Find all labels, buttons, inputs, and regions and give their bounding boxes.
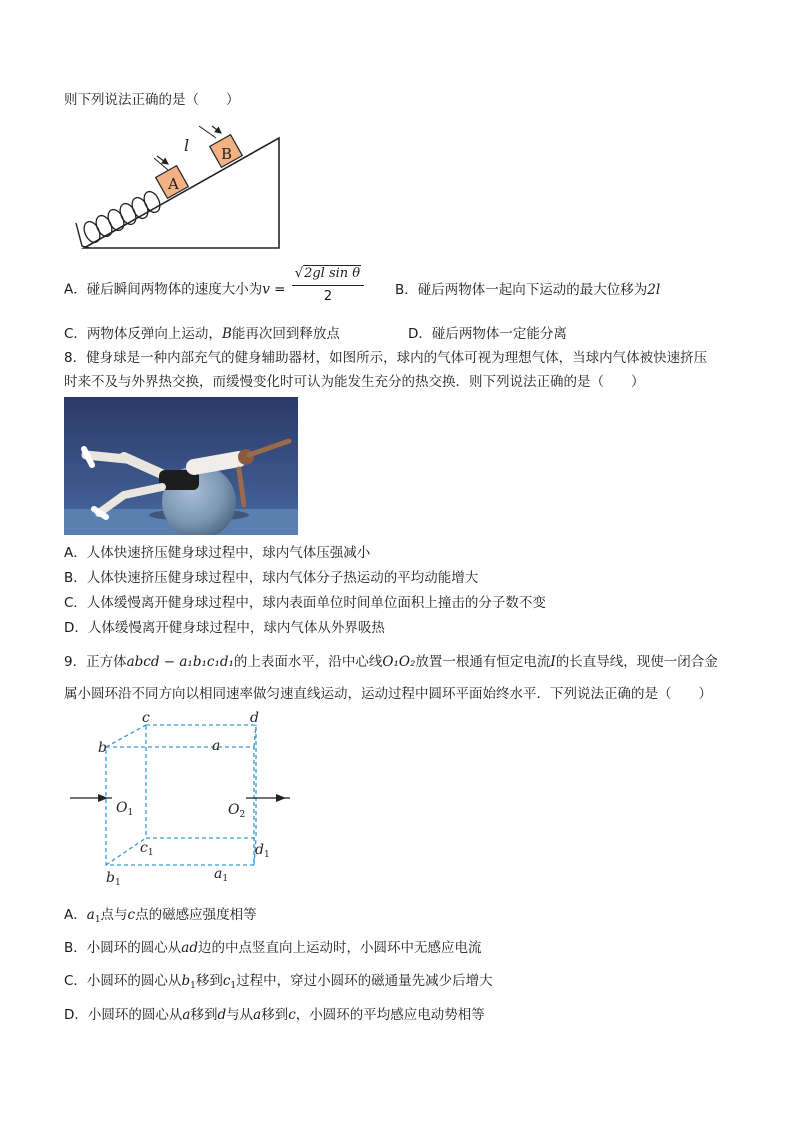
q8-option-b: B．人体快速挤压健身球过程中，球内气体分子热运动的平均动能增大	[64, 570, 479, 586]
q8-stem-line1: 8．健身球是一种内部充气的健身辅助器材，如图所示，球内的气体可视为理想气体，当球内气体被快速挤压	[64, 350, 708, 366]
q7-option-b: B．碰后两物体一起向下运动的最大位移为2l	[395, 282, 661, 298]
q8-option-a: A．人体快速挤压健身球过程中，球内气体压强减小	[64, 545, 371, 561]
label-c: c	[142, 710, 150, 726]
label-l: l	[184, 136, 190, 155]
spring	[81, 189, 163, 245]
q7-option-a: A．碰后瞬间两物体的速度大小为v = $\frac{\text{√2gl sin θ}}{2}$	[64, 272, 364, 307]
q9-stem-line1: 9．正方体abcd − a₁b₁c₁d₁的上表面水平，沿中心线O₁O₂放置一根通有恒定电流I的长直导线，现使一闭合金	[64, 654, 718, 670]
label-b: b	[98, 740, 107, 756]
label-a1: $a_1$	[214, 866, 229, 884]
q9-option-c: C．小圆环的圆心从$b_1$移到$c_1$过程中，穿过小圆环的磁通量先减少后增大	[64, 973, 493, 991]
label-d: d	[250, 710, 259, 726]
label-b1: $b_1$	[106, 870, 121, 888]
q9-option-a: A．$a_1$点与c点的磁感应强度相等	[64, 907, 257, 925]
label-a: A	[168, 175, 179, 193]
q7-stem: 则下列说法正确的是（ ）	[64, 92, 240, 108]
q9-option-d: D．小圆环的圆心从a移到d与从a移到c，小圆环的平均感应电动势相等	[64, 1007, 485, 1023]
label-o2: $O_2$	[228, 802, 246, 820]
q8-stem-line2: 时来不及与外界热交换，而缓慢变化时可认为能发生充分的热交换．则下列说法正确的是（ ）	[64, 374, 645, 390]
label-b: B	[221, 145, 233, 163]
label-a: a	[212, 738, 221, 754]
wall-stop	[76, 223, 90, 248]
cube-figure	[64, 710, 294, 890]
label-d1: $d_1$	[255, 842, 270, 860]
q7-option-c: C．两物体反弹向上运动，B能再次回到释放点	[64, 326, 340, 342]
incline	[84, 138, 279, 248]
fitness-ball-photo	[64, 397, 298, 535]
q7-option-d: D．碰后两物体一定能分离	[408, 326, 567, 342]
q8-option-d: D．人体缓慢离开健身球过程中，球内气体从外界吸热	[64, 620, 385, 636]
label-c1: $c_1$	[140, 840, 154, 858]
q8-option-c: C．人体缓慢离开健身球过程中，球内表面单位时间单位面积上撞击的分子数不变	[64, 595, 546, 611]
incline-spring-figure	[64, 118, 294, 258]
q9-option-b: B．小圆环的圆心从ad边的中点竖直向上运动时，小圆环中无感应电流	[64, 940, 482, 956]
q9-stem-line2: 属小圆环沿不同方向以相同速率做匀速直线运动，运动过程中圆环平面始终水平．下列说法正确的是（ ）	[64, 686, 712, 702]
label-o1: $O_1$	[116, 800, 134, 818]
